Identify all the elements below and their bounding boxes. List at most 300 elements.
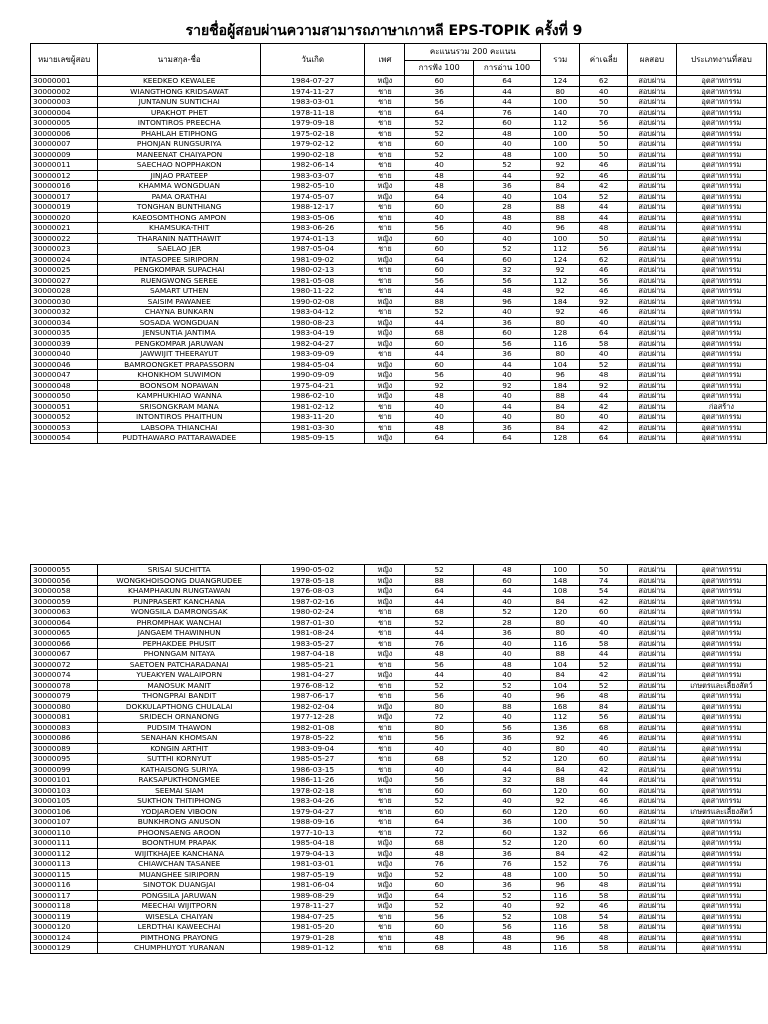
cell-sex: ชาย [365, 107, 405, 118]
cell-dob: 1986-03-15 [261, 764, 365, 775]
cell-result: สอบผ่าน [627, 97, 676, 108]
cell-listen: 44 [405, 596, 473, 607]
cell-listen: 60 [405, 265, 473, 276]
cell-type: อุตสาหกรรม [676, 754, 766, 765]
cell-avg: 42 [580, 401, 628, 412]
cell-id: 30000113 [31, 859, 98, 870]
cell-avg: 40 [580, 86, 628, 97]
cell-read: 40 [473, 223, 540, 234]
table-row [31, 107, 767, 118]
cell-avg: 62 [580, 254, 628, 265]
cell-sex: ชาย [365, 170, 405, 181]
cell-id: 30000089 [31, 743, 98, 754]
cell-result: สอบผ่าน [627, 433, 676, 444]
cell-sex: ชาย [365, 275, 405, 286]
table-row [31, 401, 767, 412]
cell-avg: 52 [580, 680, 628, 691]
cell-result: สอบผ่าน [627, 139, 676, 150]
cell-total: 96 [541, 370, 580, 381]
cell-sex: ชาย [365, 733, 405, 744]
cell-sex: ชาย [365, 827, 405, 838]
cell-dob: 1985-05-27 [261, 754, 365, 765]
cell-id: 30000017 [31, 191, 98, 202]
cell-dob: 1983-05-27 [261, 638, 365, 649]
table-row [31, 638, 767, 649]
cell-read: 36 [473, 880, 540, 891]
cell-avg: 46 [580, 265, 628, 276]
cell-listen: 64 [405, 890, 473, 901]
cell-dob: 1983-11-20 [261, 412, 365, 423]
cell-sex: หญิง [365, 296, 405, 307]
cell-listen: 56 [405, 733, 473, 744]
cell-type: อุตสาหกรรม [676, 722, 766, 733]
cell-read: 44 [473, 170, 540, 181]
cell-avg: 58 [580, 890, 628, 901]
cell-type: อุตสาหกรรม [676, 307, 766, 318]
cell-read: 44 [473, 86, 540, 97]
cell-type: อุตสาหกรรม [676, 775, 766, 786]
cell-id: 30000021 [31, 223, 98, 234]
cell-type: อุตสาหกรรม [676, 785, 766, 796]
cell-name: BOONTHUM PRAPAK [98, 838, 261, 849]
table-row [31, 233, 767, 244]
cell-listen: 52 [405, 869, 473, 880]
cell-type: อุตสาหกรรม [676, 349, 766, 360]
cell-listen: 52 [405, 617, 473, 628]
cell-sex: หญิง [365, 586, 405, 597]
table-row [31, 202, 767, 213]
table-1-body [31, 76, 767, 444]
cell-name: DOKKULAPTHONG CHULALAI [98, 701, 261, 712]
cell-total: 80 [541, 349, 580, 360]
cell-id: 30000048 [31, 380, 98, 391]
cell-result: สอบผ่าน [627, 680, 676, 691]
table-row [31, 433, 767, 444]
cell-type: อุตสาหกรรม [676, 181, 766, 192]
cell-type: อุตสาหกรรม [676, 701, 766, 712]
cell-result: สอบผ่าน [627, 649, 676, 660]
cell-sex: ชาย [365, 628, 405, 639]
cell-type: อุตสาหกรรม [676, 139, 766, 150]
cell-name: WISESLA CHAIYAN [98, 911, 261, 922]
table-row [31, 764, 767, 775]
cell-total: 92 [541, 307, 580, 318]
cell-total: 100 [541, 149, 580, 160]
cell-id: 30000064 [31, 617, 98, 628]
header-read: การอ่าน 100 [473, 61, 540, 76]
table-row [31, 743, 767, 754]
cell-read: 36 [473, 733, 540, 744]
cell-total: 124 [541, 76, 580, 87]
cell-result: สอบผ่าน [627, 223, 676, 234]
cell-read: 40 [473, 139, 540, 150]
cell-dob: 1980-02-24 [261, 607, 365, 618]
cell-dob: 1979-04-13 [261, 848, 365, 859]
cell-id: 30000022 [31, 233, 98, 244]
cell-result: สอบผ่าน [627, 785, 676, 796]
cell-result: สอบผ่าน [627, 754, 676, 765]
cell-result: สอบผ่าน [627, 901, 676, 912]
cell-dob: 1983-09-04 [261, 743, 365, 754]
cell-type: อุตสาหกรรม [676, 170, 766, 181]
cell-avg: 48 [580, 370, 628, 381]
cell-name: CHUMPHUYOT YURANAN [98, 943, 261, 954]
cell-id: 30000006 [31, 128, 98, 139]
cell-type: อุตสาหกรรม [676, 86, 766, 97]
header-total: รวม [541, 44, 580, 76]
cell-read: 92 [473, 380, 540, 391]
cell-type: อุตสาหกรรม [676, 191, 766, 202]
cell-id: 30000083 [31, 722, 98, 733]
cell-id: 30000101 [31, 775, 98, 786]
cell-total: 112 [541, 712, 580, 723]
cell-total: 84 [541, 422, 580, 433]
cell-avg: 60 [580, 607, 628, 618]
cell-read: 36 [473, 817, 540, 828]
cell-total: 96 [541, 223, 580, 234]
cell-id: 30000046 [31, 359, 98, 370]
cell-listen: 60 [405, 244, 473, 255]
cell-type: อุตสาหกรรม [676, 359, 766, 370]
cell-name: JINJAO PRATEEP [98, 170, 261, 181]
cell-listen: 48 [405, 649, 473, 660]
cell-name: SOSADA WONGDUAN [98, 317, 261, 328]
table-row [31, 859, 767, 870]
cell-total: 88 [541, 391, 580, 402]
cell-id: 30000028 [31, 286, 98, 297]
table-row [31, 244, 767, 255]
cell-read: 40 [473, 307, 540, 318]
cell-dob: 1984-07-27 [261, 76, 365, 87]
cell-type: อุตสาหกรรม [676, 317, 766, 328]
cell-total: 92 [541, 170, 580, 181]
table-row [31, 149, 767, 160]
cell-dob: 1985-05-21 [261, 659, 365, 670]
table-row [31, 785, 767, 796]
cell-id: 30000020 [31, 212, 98, 223]
cell-id: 30000016 [31, 181, 98, 192]
cell-id: 30000124 [31, 932, 98, 943]
cell-result: สอบผ่าน [627, 659, 676, 670]
cell-dob: 1981-09-02 [261, 254, 365, 265]
cell-listen: 60 [405, 359, 473, 370]
cell-name: SUKTHON THITIPHONG [98, 796, 261, 807]
cell-name: PHOONSAENG AROON [98, 827, 261, 838]
cell-read: 32 [473, 265, 540, 276]
table-row [31, 575, 767, 586]
cell-avg: 60 [580, 785, 628, 796]
cell-total: 116 [541, 943, 580, 954]
cell-total: 88 [541, 202, 580, 213]
cell-name: CHIAWCHAN TASANEE [98, 859, 261, 870]
cell-read: 60 [473, 827, 540, 838]
cell-total: 88 [541, 775, 580, 786]
cell-avg: 64 [580, 328, 628, 339]
cell-total: 80 [541, 412, 580, 423]
cell-read: 36 [473, 349, 540, 360]
cell-type: อุตสาหกรรม [676, 838, 766, 849]
cell-name: RUENGWONG SEREE [98, 275, 261, 286]
table-row [31, 307, 767, 318]
cell-listen: 52 [405, 128, 473, 139]
cell-result: สอบผ่าน [627, 86, 676, 97]
cell-dob: 1987-06-17 [261, 691, 365, 702]
table-row [31, 391, 767, 402]
table-row [31, 827, 767, 838]
cell-dob: 1982-04-27 [261, 338, 365, 349]
cell-avg: 44 [580, 649, 628, 660]
cell-result: สอบผ่าน [627, 932, 676, 943]
cell-id: 30000034 [31, 317, 98, 328]
cell-read: 36 [473, 181, 540, 192]
cell-type: อุตสาหกรรม [676, 859, 766, 870]
table-row [31, 890, 767, 901]
cell-avg: 62 [580, 76, 628, 87]
cell-total: 152 [541, 859, 580, 870]
cell-result: สอบผ่าน [627, 412, 676, 423]
cell-avg: 56 [580, 275, 628, 286]
table-row [31, 733, 767, 744]
cell-name: SAECHAO NOPPHAKON [98, 160, 261, 171]
cell-type: อุตสาหกรรม [676, 617, 766, 628]
table-row [31, 181, 767, 192]
cell-sex: ชาย [365, 722, 405, 733]
table-row [31, 359, 767, 370]
cell-name: MEECHAI WIJITPORN [98, 901, 261, 912]
cell-avg: 42 [580, 670, 628, 681]
cell-dob: 1979-01-28 [261, 932, 365, 943]
cell-dob: 1984-07-25 [261, 911, 365, 922]
table-row [31, 139, 767, 150]
cell-result: สอบผ่าน [627, 628, 676, 639]
cell-sex: ชาย [365, 785, 405, 796]
cell-sex: หญิง [365, 880, 405, 891]
cell-dob: 1987-01-30 [261, 617, 365, 628]
table-row [31, 670, 767, 681]
cell-avg: 50 [580, 128, 628, 139]
cell-dob: 1983-09-09 [261, 349, 365, 360]
table-row [31, 649, 767, 660]
cell-dob: 1977-10-13 [261, 827, 365, 838]
table-row [31, 97, 767, 108]
cell-result: สอบผ่าน [627, 869, 676, 880]
table-row [31, 932, 767, 943]
cell-id: 30000072 [31, 659, 98, 670]
cell-listen: 64 [405, 586, 473, 597]
cell-read: 48 [473, 212, 540, 223]
cell-avg: 56 [580, 712, 628, 723]
cell-id: 30000119 [31, 911, 98, 922]
cell-sex: หญิง [365, 890, 405, 901]
cell-result: สอบผ่าน [627, 307, 676, 318]
cell-result: สอบผ่าน [627, 244, 676, 255]
cell-result: สอบผ่าน [627, 370, 676, 381]
table-row [31, 754, 767, 765]
cell-sex: ชาย [365, 118, 405, 129]
cell-name: WONGSILA DAMRONGSAK [98, 607, 261, 618]
cell-total: 92 [541, 286, 580, 297]
cell-read: 56 [473, 338, 540, 349]
cell-type: อุตสาหกรรม [676, 370, 766, 381]
header-result: ผลสอบ [627, 44, 676, 76]
cell-name: PIMTHONG PRAYONG [98, 932, 261, 943]
cell-read: 60 [473, 785, 540, 796]
table-2-body [31, 565, 767, 954]
cell-sex: หญิง [365, 838, 405, 849]
cell-listen: 52 [405, 796, 473, 807]
cell-type: อุตสาหกรรม [676, 244, 766, 255]
cell-name: PHAHLAH ETIPHONG [98, 128, 261, 139]
cell-read: 40 [473, 649, 540, 660]
cell-total: 120 [541, 754, 580, 765]
cell-type: อุตสาหกรรม [676, 922, 766, 933]
cell-listen: 60 [405, 806, 473, 817]
cell-name: PHONNGAM NITAYA [98, 649, 261, 660]
cell-total: 112 [541, 118, 580, 129]
cell-read: 48 [473, 932, 540, 943]
table-row [31, 328, 767, 339]
cell-avg: 50 [580, 869, 628, 880]
cell-read: 52 [473, 890, 540, 901]
cell-sex: หญิง [365, 254, 405, 265]
cell-name: LABSOPA THIANCHAI [98, 422, 261, 433]
cell-sex: ชาย [365, 806, 405, 817]
cell-total: 80 [541, 628, 580, 639]
cell-listen: 80 [405, 722, 473, 733]
cell-name: BOONSOM NOPAWAN [98, 380, 261, 391]
cell-name: PUDSIM THAWON [98, 722, 261, 733]
cell-sex: ชาย [365, 307, 405, 318]
cell-listen: 56 [405, 223, 473, 234]
cell-type: อุตสาหกรรม [676, 586, 766, 597]
cell-read: 56 [473, 275, 540, 286]
cell-dob: 1981-04-27 [261, 670, 365, 681]
cell-read: 52 [473, 160, 540, 171]
table-row [31, 691, 767, 702]
cell-read: 36 [473, 317, 540, 328]
cell-total: 184 [541, 296, 580, 307]
cell-sex: หญิง [365, 596, 405, 607]
cell-total: 92 [541, 796, 580, 807]
cell-avg: 50 [580, 233, 628, 244]
cell-dob: 1983-03-01 [261, 97, 365, 108]
cell-id: 30000053 [31, 422, 98, 433]
cell-type: อุตสาหกรรม [676, 328, 766, 339]
cell-id: 30000025 [31, 265, 98, 276]
cell-name: KATHAISONG SURIYA [98, 764, 261, 775]
cell-avg: 66 [580, 827, 628, 838]
cell-name: LERDTHAI KAWEECHAI [98, 922, 261, 933]
cell-listen: 52 [405, 680, 473, 691]
cell-dob: 1981-02-12 [261, 401, 365, 412]
cell-sex: หญิง [365, 775, 405, 786]
cell-avg: 92 [580, 380, 628, 391]
cell-name: JANGAEM THAWINHUN [98, 628, 261, 639]
cell-sex: หญิง [365, 380, 405, 391]
cell-type: อุตสาหกรรม [676, 422, 766, 433]
cell-dob: 1981-08-24 [261, 628, 365, 639]
cell-type: อุตสาหกรรม [676, 943, 766, 954]
cell-type: อุตสาหกรรม [676, 596, 766, 607]
cell-type: อุตสาหกรรม [676, 628, 766, 639]
cell-avg: 52 [580, 659, 628, 670]
cell-total: 112 [541, 244, 580, 255]
cell-sex: ชาย [365, 86, 405, 97]
cell-dob: 1989-08-29 [261, 890, 365, 901]
cell-result: สอบผ่าน [627, 265, 676, 276]
cell-read: 40 [473, 691, 540, 702]
cell-result: สอบผ่าน [627, 254, 676, 265]
cell-type: อุตสาหกรรม [676, 275, 766, 286]
cell-read: 48 [473, 149, 540, 160]
cell-result: สอบผ่าน [627, 617, 676, 628]
cell-sex: หญิง [365, 370, 405, 381]
cell-id: 30000063 [31, 607, 98, 618]
cell-listen: 40 [405, 212, 473, 223]
cell-type: อุตสาหกรรม [676, 691, 766, 702]
cell-sex: ชาย [365, 412, 405, 423]
cell-read: 52 [473, 680, 540, 691]
cell-result: สอบผ่าน [627, 149, 676, 160]
cell-total: 128 [541, 433, 580, 444]
cell-read: 40 [473, 191, 540, 202]
cell-avg: 48 [580, 223, 628, 234]
cell-read: 56 [473, 722, 540, 733]
cell-sex: หญิง [365, 869, 405, 880]
cell-total: 124 [541, 254, 580, 265]
cell-name: SAMART UTHEN [98, 286, 261, 297]
cell-type: อุตสาหกรรม [676, 380, 766, 391]
cell-type: อุตสาหกรรม [676, 296, 766, 307]
cell-total: 96 [541, 691, 580, 702]
cell-name: PENGKOMPAR SUPACHAI [98, 265, 261, 276]
cell-read: 44 [473, 586, 540, 597]
cell-dob: 1990-09-09 [261, 370, 365, 381]
cell-read: 48 [473, 286, 540, 297]
cell-sex: ชาย [365, 139, 405, 150]
cell-result: สอบผ่าน [627, 701, 676, 712]
cell-listen: 60 [405, 202, 473, 213]
cell-result: สอบผ่าน [627, 76, 676, 87]
cell-id: 30000050 [31, 391, 98, 402]
cell-id: 30000051 [31, 401, 98, 412]
cell-listen: 40 [405, 764, 473, 775]
cell-result: สอบผ่าน [627, 712, 676, 723]
cell-listen: 52 [405, 307, 473, 318]
cell-type: อุตสาหกรรม [676, 911, 766, 922]
cell-id: 30000066 [31, 638, 98, 649]
cell-id: 30000065 [31, 628, 98, 639]
cell-avg: 68 [580, 722, 628, 733]
cell-result: สอบผ่าน [627, 212, 676, 223]
cell-listen: 68 [405, 607, 473, 618]
table-row [31, 796, 767, 807]
cell-type: อุตสาหกรรม [676, 638, 766, 649]
cell-name: INTONTIROS PHAITHUN [98, 412, 261, 423]
cell-result: สอบผ่าน [627, 359, 676, 370]
cell-name: KAMPHUKHIAO WANNA [98, 391, 261, 402]
cell-read: 36 [473, 628, 540, 639]
cell-dob: 1983-04-19 [261, 328, 365, 339]
cell-result: สอบผ่าน [627, 827, 676, 838]
cell-listen: 44 [405, 317, 473, 328]
header-name: นามสกุล-ชื่อ [98, 44, 261, 76]
table-row [31, 817, 767, 828]
cell-result: สอบผ่าน [627, 349, 676, 360]
cell-avg: 44 [580, 202, 628, 213]
cell-id: 30000027 [31, 275, 98, 286]
cell-id: 30000117 [31, 890, 98, 901]
